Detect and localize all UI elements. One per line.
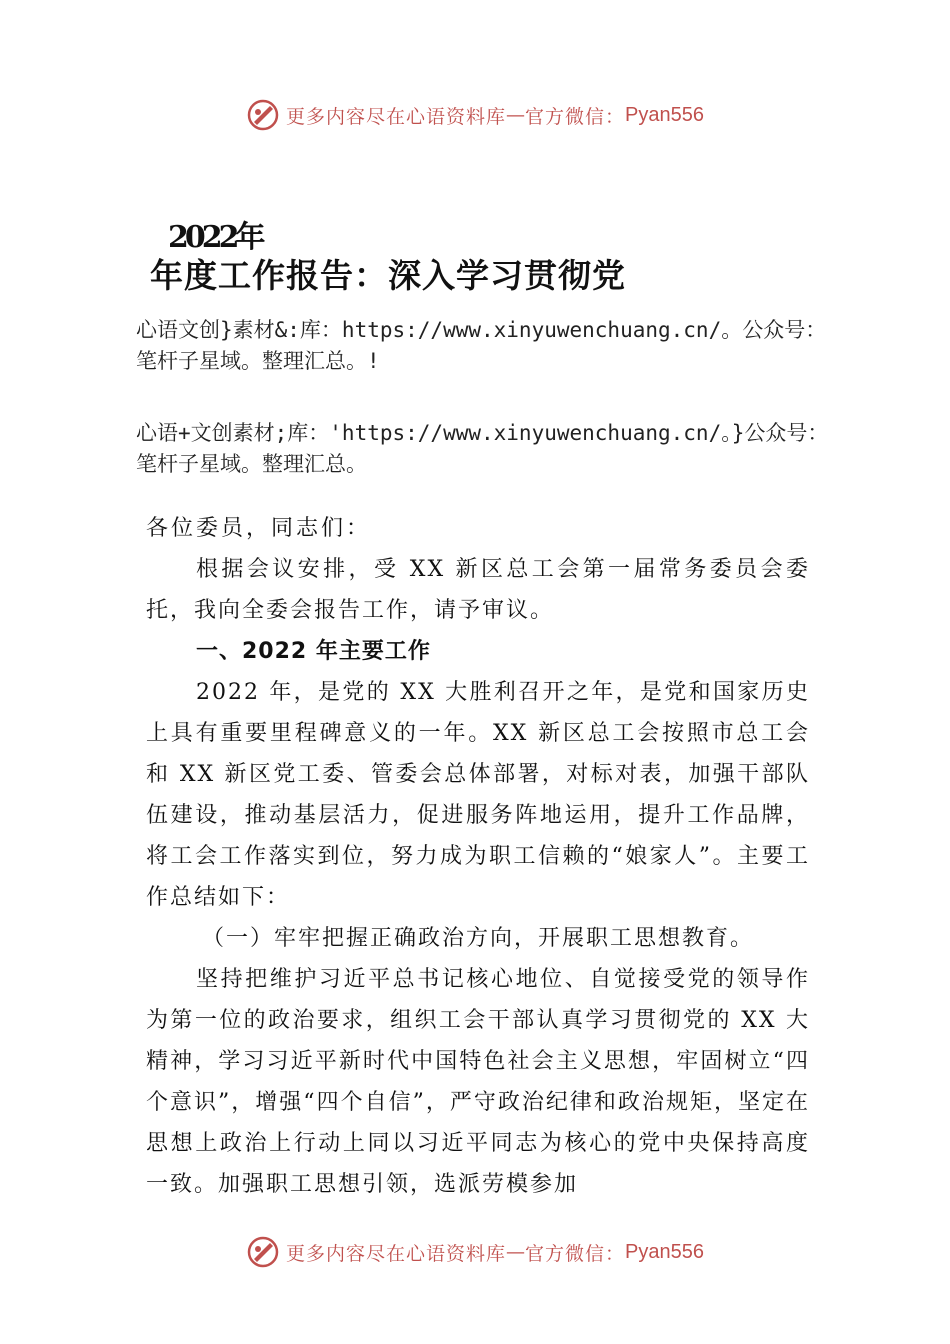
banner-text: 更多内容尽在心语资料库 — [286, 105, 507, 128]
pen-circle-logo-icon — [246, 98, 280, 132]
section-heading-2: （一）牢牢把握正确政治方向，开展职工思想教育。 — [202, 926, 755, 951]
document-body — [146, 549, 810, 1205]
banner-wechat-id: Pyan556 — [625, 103, 704, 126]
banner-separator: — — [506, 1241, 526, 1263]
paragraph-3: 坚持把维护习近平总书记核心地位、自觉接受党的领导作为第一位的政治要求，组织工会干部认真学习贯彻党的 XX 大精神，学习习近平新时代中国特色社会主义思想，牢固树立“四个意识”，增强“四个自信”，严守政治纪律和政治规矩，坚定在思想上政治上行动上同以习近平同志为核心的党中央保持高度一致。加强职工思想引领，选派劳模参加 — [146, 967, 810, 1197]
paragraph-1: 根据会议安排，受 XX 新区总工会第一届常务委员会委托，我向全委会报告工作，请予审议。 — [146, 557, 810, 623]
doc-title: 年度工作报告：深入学习贯彻党 — [150, 256, 626, 295]
banner-separator: — — [506, 104, 526, 126]
footer-banner — [0, 1232, 950, 1272]
section-heading-1: 一、2022 年主要工作 — [196, 639, 431, 664]
greeting: 各位委员，同志们： — [146, 516, 372, 541]
banner-wechat-id: Pyan556 — [625, 1240, 704, 1263]
banner-wechat-label: 官方微信： — [525, 105, 626, 128]
source-note-1: 心语文创}素材&:库：https://www.xinyuwenchuang.cn/。公众号：笔杆子星域。整理汇总。! — [136, 318, 827, 373]
source-note-2: 心语+文创素材;库：'https://www.xinyuwenchuang.cn/。}公众号：笔杆子星域。整理汇总。 — [136, 421, 829, 476]
banner-wechat-label: 官方微信： — [525, 1242, 626, 1265]
banner-text: 更多内容尽在心语资料库 — [286, 1242, 507, 1265]
header-banner — [0, 95, 950, 135]
doc-year: 2022年 — [168, 220, 262, 255]
pen-circle-logo-icon — [246, 1235, 280, 1269]
paragraph-2: 2022 年，是党的 XX 大胜利召开之年，是党和国家历史上具有重要里程碑意义的一年。XX 新区总工会按照市总工会和 XX 新区党工委、管委会总体部署，对标对表，加强干部队伍建设，推动基层活力，促进服务阵地运用，提升工作品牌，将工会工作落实到位，努力成为职工信赖的“娘家人”。主要工作总结如下： — [146, 680, 810, 910]
